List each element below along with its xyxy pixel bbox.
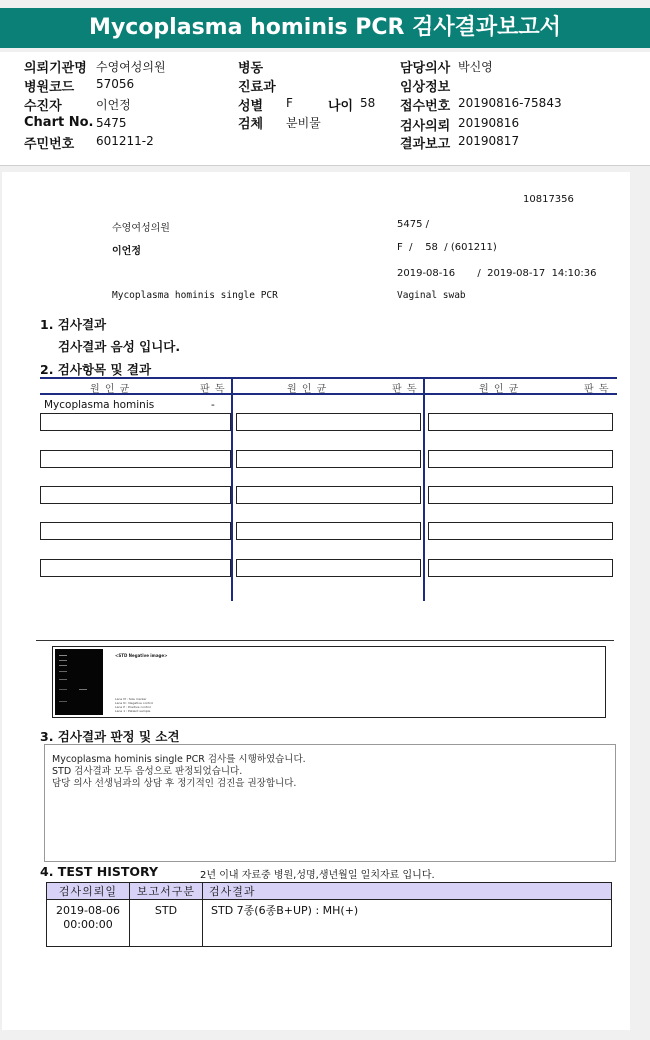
- ssn-value: 601211-2: [96, 134, 154, 148]
- table-header-row: [47, 883, 612, 900]
- test-history-table: [46, 882, 612, 947]
- report-date-value: 20190817: [458, 134, 520, 148]
- result-cell: [428, 522, 613, 540]
- chart-no-value: 5475: [96, 116, 127, 130]
- doctor-label: 담당의사: [400, 61, 451, 76]
- specimen-label: 검체: [238, 117, 264, 132]
- ssn-label: 주민번호: [24, 137, 75, 152]
- gel-electrophoresis-image: [55, 649, 103, 715]
- table-row[interactable]: [47, 900, 612, 947]
- result-cell: [236, 450, 421, 468]
- request-date-value: 20190816: [458, 116, 520, 130]
- paper-dates-line: 2019-08-16 / 2019-08-17 14:10:36: [397, 268, 597, 279]
- result-cell: [236, 413, 421, 431]
- result-cell: [40, 559, 231, 577]
- result-cell: [428, 413, 613, 431]
- gel-legend-line: Lane N : Negative control: [115, 701, 154, 705]
- result-cell: [428, 559, 613, 577]
- sex-label: 성별: [238, 99, 264, 114]
- history-date-cell: [47, 900, 130, 947]
- gel-legend-line: Lane M : Size marker: [115, 697, 147, 701]
- result-cell: [40, 522, 231, 540]
- receipt-value: 20190816-75843: [458, 96, 562, 110]
- paper-sex-age-line: F / 58 / (601211): [397, 242, 497, 253]
- gel-legend-line: Lane 1 : Patient sample: [115, 709, 151, 713]
- result-cell: [428, 486, 613, 504]
- col-pathogen-2: 원 인 균: [287, 384, 328, 395]
- gel-legend-line: Lane P : Positive control: [115, 705, 151, 709]
- gel-image-frame: [52, 646, 606, 718]
- paper-chart-line: 5475 /: [397, 219, 429, 230]
- history-time: 00:00:00: [63, 918, 113, 931]
- document-number: 10817356: [523, 194, 574, 205]
- result-cell: [40, 486, 231, 504]
- request-date-label: 검사의뢰: [400, 119, 451, 134]
- requester-value: 수영여성의원: [96, 60, 166, 74]
- history-note: 2년 이내 자료중 병원,성명,생년월일 일치자료 입니다.: [200, 870, 435, 881]
- hospital-code-label: 병원코드: [24, 80, 75, 95]
- chart-no-label: Chart No.: [24, 115, 94, 130]
- pathogen-name: Mycoplasma hominis: [44, 399, 155, 411]
- patient-info-panel: [0, 52, 650, 166]
- paper-test-name: Mycoplasma hominis single PCR: [112, 290, 278, 301]
- section1-result-text: 검사결과 음성 입니다.: [58, 339, 181, 354]
- table-divider-2: [423, 377, 425, 601]
- result-cell: [236, 486, 421, 504]
- table-top-rule: [40, 377, 617, 379]
- history-date: 2019-08-06: [56, 904, 120, 917]
- report-title: Mycoplasma hominis PCR 검사결과보고서: [0, 8, 650, 48]
- history-type: STD: [130, 900, 203, 947]
- receipt-label: 접수번호: [400, 99, 451, 114]
- result-cell: [40, 450, 231, 468]
- requester-label: 의뢰기관명: [24, 61, 87, 76]
- specimen-value: 분비물: [286, 116, 321, 130]
- section3-heading: 3. 검사결과 판정 및 소견: [40, 729, 180, 744]
- patient-value: 이언정: [96, 98, 131, 112]
- section-divider: [36, 640, 614, 641]
- report-date-label: 결과보고: [400, 137, 451, 152]
- age-label: 나이: [328, 99, 354, 114]
- result-cell: [236, 559, 421, 577]
- col-result-1: 판 독: [200, 384, 226, 395]
- table-divider-1: [231, 377, 233, 601]
- remark-line: Mycoplasma hominis single PCR 검사를 시행하였습니다.: [52, 754, 306, 765]
- col-result-2: 판 독: [392, 384, 418, 395]
- remark-line: STD 검사결과 모두 음성으로 판정되었습니다.: [52, 766, 243, 777]
- result-cell: [428, 450, 613, 468]
- col-result-3: 판 독: [584, 384, 610, 395]
- col-pathogen-1: 원 인 균: [90, 384, 131, 395]
- result-cell: [236, 522, 421, 540]
- hospital-code-value: 57056: [96, 77, 135, 91]
- result-cell: [40, 413, 231, 431]
- paper-patient-name: 이언정: [112, 246, 141, 257]
- header-result: 검사결과: [203, 883, 612, 900]
- sex-value: F: [286, 96, 293, 110]
- header-report-type: 보고서구분: [130, 883, 203, 900]
- section4-heading: 4. TEST HISTORY: [40, 864, 159, 879]
- department-label: 진료과: [238, 80, 276, 95]
- history-result: STD 7종(6종B+UP) : MH(+): [203, 900, 612, 947]
- age-value: 58: [360, 96, 376, 110]
- patient-label: 수진자: [24, 99, 62, 114]
- remarks-box: [44, 744, 616, 862]
- clinical-info-label: 임상정보: [400, 80, 451, 95]
- remark-line: 담당 의사 선생님과의 상담 후 정기적인 검진을 권장합니다.: [52, 778, 297, 789]
- section2-heading: 2. 검사항목 및 결과: [40, 362, 152, 377]
- col-pathogen-3: 원 인 균: [479, 384, 520, 395]
- ward-label: 병동: [238, 61, 264, 76]
- paper-clinic-name: 수영여성의원: [112, 223, 170, 234]
- doctor-value: 박신영: [458, 60, 493, 74]
- gel-caption: <STD Negative image>: [115, 653, 168, 658]
- section1-heading: 1. 검사결과: [40, 317, 107, 332]
- paper-specimen: Vaginal swab: [397, 290, 466, 301]
- pathogen-result: -: [211, 399, 215, 411]
- header-request-date: 검사의뢰일: [47, 883, 130, 900]
